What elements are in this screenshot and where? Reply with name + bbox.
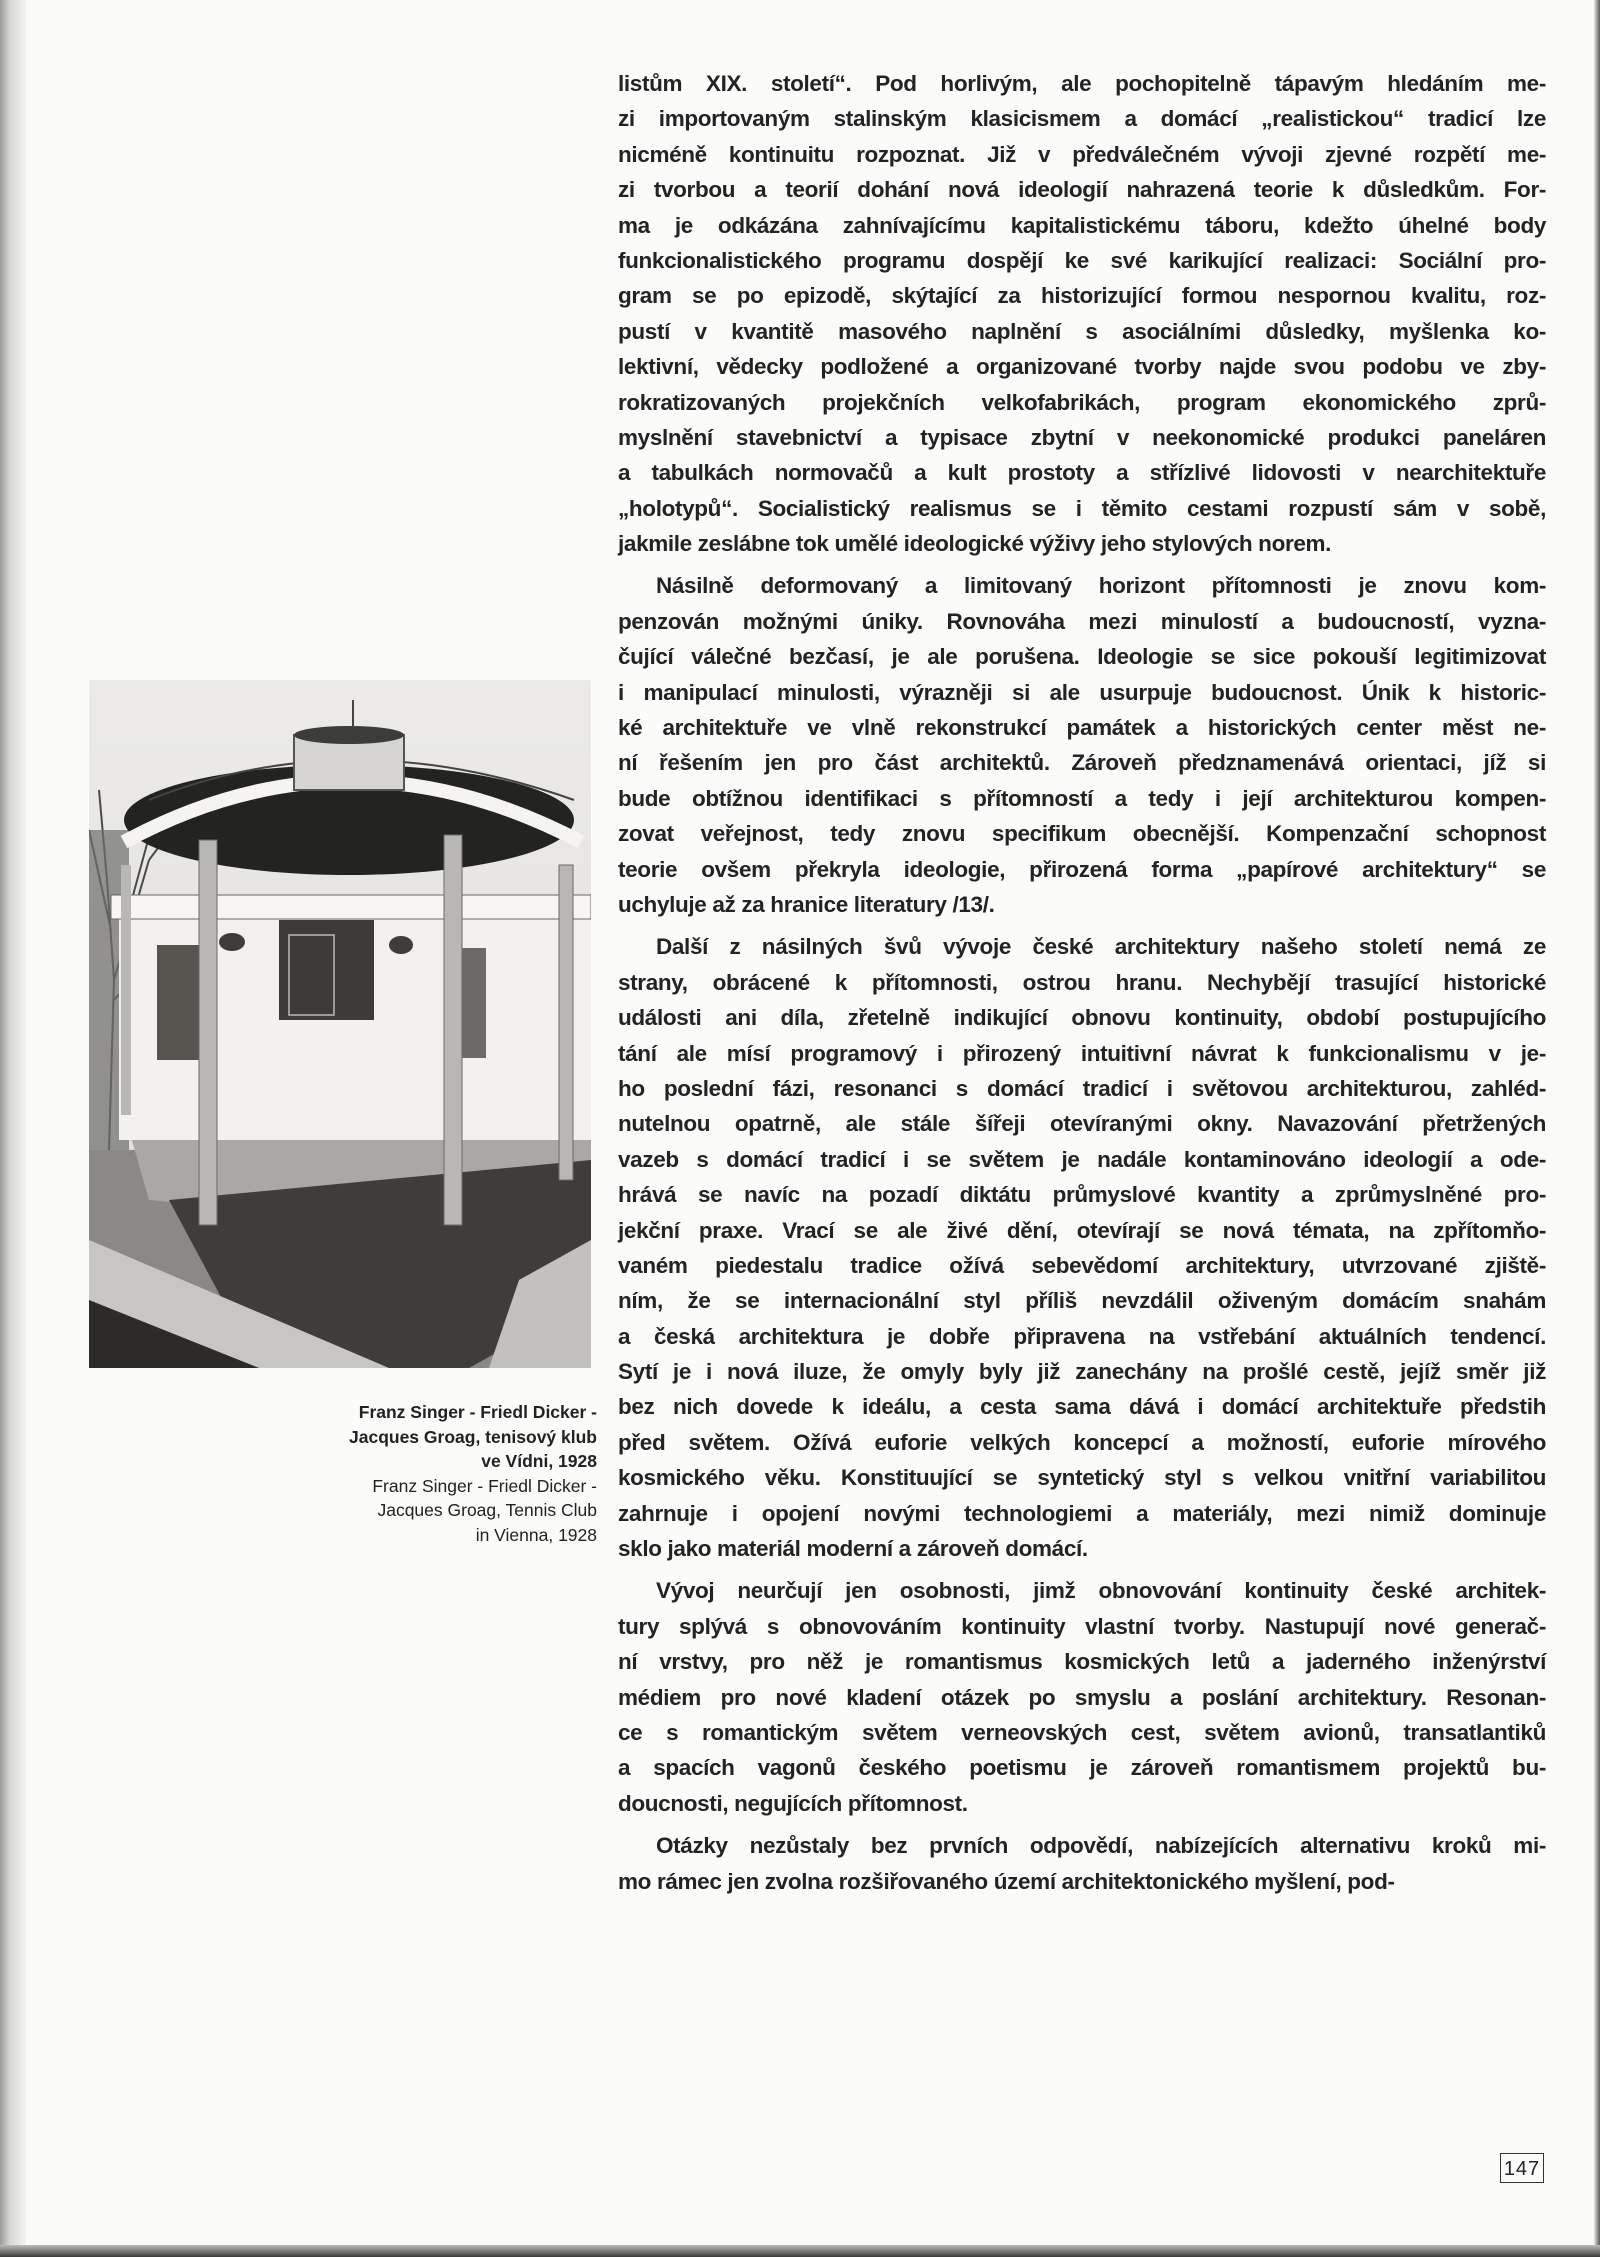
text-line: ma je odkázána zahnívajícímu kapitalistickému táboru, kdežto úhelné body [618,212,1546,238]
text-line: Vývoj neurčují jen osobnosti, jimž obnovování kontinuity české architek- [656,1578,1546,1604]
text-line: ho poslední fázi, resonanci s domácí tradicí i světovou architekturou, zahléd- [618,1075,1546,1101]
text-line: a česká architektura je dobře připravena na vstřebání aktuálních tendencí. [618,1323,1546,1349]
caption-cz-line: Jacques Groag, tenisový klub [349,1426,597,1447]
text-line: penzován možnými úniky. Rovnováha mezi minulostí a budoucností, vyzna- [618,608,1546,634]
text-line: Další z násilných švů vývoje české architektury našeho století nemá ze [656,934,1546,960]
figure-caption [300,1400,597,1547]
text-line: ce s romantickým světem verneovských cest, světem avionů, transatlantiků [618,1719,1546,1745]
page-right-edge [1594,0,1600,2257]
page-gutter-shadow [0,0,26,2257]
text-line: čující válečné bezčasí, je ale porušena. Ideologie se sice pokouší legitimizovat [618,644,1546,670]
paragraph [618,568,1546,922]
page-bottom-edge [0,2245,1600,2257]
caption-cz-line: Franz Singer - Friedl Dicker - [358,1402,597,1422]
text-line: zi tvorbou a teorií dohání nová ideologií nahrazená teorie k důsledkům. For- [618,177,1546,203]
text-line: tury splývá s obnovováním kontinuity vlastní tvorby. Nastupují nové generač- [618,1613,1546,1639]
text-line: gram se po epizodě, skýtající za historizující formou nespornou kvalitu, roz- [618,283,1546,309]
text-line: hrává se navíc na pozadí diktátu průmyslové kvantity a zprůmyslněné pro- [618,1182,1546,1208]
paragraph [618,1828,1546,1899]
text-line: události ani díla, zřetelně indikující obnovu kontinuity, období postupujícího [618,1005,1546,1031]
text-line: rokratizovaných projekčních velkofabrikách, program ekonomického zprů- [618,389,1546,415]
text-line: vaném piedestalu tradice ožívá sebevědomí architektury, utvrzované zjiště- [618,1252,1546,1278]
text-line: „holotypů“. Socialistický realismus se i těmito cestami rozpustí sám v sobě, [618,495,1546,521]
text-line: funkcionalistického programu dospějí ke své karikující realizaci: Sociální pro- [618,247,1546,273]
text-line: sklo jako materiál moderní a zároveň domácí. [618,1536,1088,1562]
text-line: jakmile zeslábne tok umělé ideologické výživy jeho stylových norem. [618,531,1332,557]
text-line: zovat veřejnost, tedy znovu specifikum obecnější. Kompenzační schopnost [618,821,1546,847]
caption-en-line: in Vienna, 1928 [475,1524,597,1545]
text-line: zahrnuje i opojení novými technologiemi a materiály, mezi nimiž dominuje [618,1500,1546,1526]
text-line: kosmického věku. Konstituující se syntetický styl s velkou vnitřní variabilitou [618,1465,1546,1491]
text-line: listům XIX. století“. Pod horlivým, ale pochopitelně tápavým hledáním me- [618,71,1546,96]
text-line: Násilně deformovaný a limitovaný horizont přítomnosti je znovu kom- [656,573,1546,599]
text-line: uchyluje až za hranice literatury /13/. [618,891,995,917]
text-line: i manipulací minulosti, výrazněji si ale usurpuje budoucnost. Únik k historic- [618,679,1546,705]
body-text-column [618,66,1546,1906]
caption-cz-line: ve Vídni, 1928 [481,1451,597,1471]
text-line: bude obtížnou identifikaci s přítomností a tedy i její architekturou kompen- [618,785,1546,811]
text-line: myslnění stavebnictví a typisace zbytní v neekonomické produkci paneláren [618,424,1546,450]
text-line: doucnosti, negujících přítomnost. [618,1790,968,1816]
paragraph [618,1573,1546,1821]
paragraph [618,66,1546,561]
caption-en-line: Jacques Groag, Tennis Club [377,1500,597,1520]
text-line: ní vrstvy, pro něž je romantismus kosmických letů a jaderného inženýrství [618,1649,1546,1675]
text-line: ním, že se internacionální styl příliš nevzdálil oživeným domácím snahám [618,1288,1546,1314]
text-line: strany, obrácené k přítomnosti, ostrou hranu. Nechybějí trasující historické [618,969,1546,995]
text-line: nicméně kontinuitu rozpoznat. Již v předválečném vývoji zjevné rozpětí me- [618,141,1546,167]
text-line: Otázky nezůstaly bez prvních odpovědí, nabízejících alternativu kroků mi- [656,1833,1546,1859]
tennis-club-photo [89,680,591,1368]
text-line: ké architektuře ve vlně rekonstrukcí památek a historických center měst ne- [618,715,1546,741]
text-line: tání ale mísí programový i přirozený intuitivní návrat k funkcionalismu v je- [618,1040,1546,1066]
text-line: pustí v kvantitě masového naplnění s asociálními důsledky, myšlenka ko- [618,318,1546,344]
text-line: bez nich dovede k ideálu, a cesta sama dává i domácí architektuře předstih [618,1394,1546,1420]
text-line: jekční praxe. Vrací se ale živé dění, otevírají se nová témata, na zpřítomňo- [618,1217,1546,1243]
page-number: 147 [1500,2153,1544,2183]
text-line: vazeb s domácí tradicí i se světem je nadále kontaminováno ideologií a ode- [618,1146,1546,1172]
text-line: lektivní, vědecky podložené a organizované tvorby najde svou podobu ve zby- [618,354,1546,380]
text-line: zi importovaným stalinským klasicismem a domácí „realistickou“ tradicí lze [618,106,1546,132]
text-line: nutelnou opatrně, ale stále šířeji otevíranými okny. Navazování přetržených [618,1111,1546,1137]
text-line: teorie ovšem překryla ideologie, přirozená forma „papírové architektury“ se [618,856,1546,882]
text-line: Sytí je i nová iluze, že omyly byly již zanechány na prošlé cestě, jejíž směr již [618,1359,1546,1385]
paragraph [618,929,1546,1566]
caption-en-line: Franz Singer - Friedl Dicker - [372,1475,597,1496]
text-line: médiem pro nové kladení otázek po smyslu a poslání architektury. Resonan- [618,1684,1546,1710]
text-line: před světem. Ožívá euforie velkých koncepcí a možností, euforie mírového [618,1429,1546,1455]
text-line: a spacích vagonů českého poetismu je zároveň romantismem projektů bu- [618,1755,1546,1781]
text-line: mo rámec jen zvolna rozšiřovaného území architektonického myšlení, pod- [618,1868,1395,1894]
text-line: a tabulkách normovačů a kult prostoty a střízlivé lidovosti v nearchitektuře [618,460,1546,486]
text-line: ní řešením jen pro část architektů. Zároveň předznamenává orientaci, jíž si [618,750,1546,776]
